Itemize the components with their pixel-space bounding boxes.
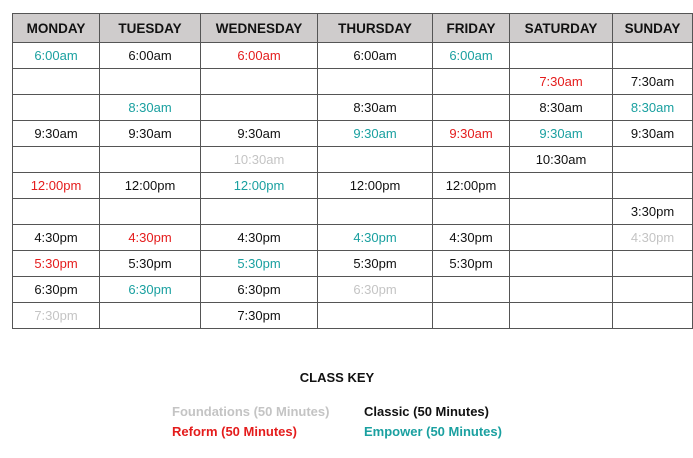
empty-cell [100, 303, 201, 329]
class-time-cell: 7:30pm [13, 303, 100, 329]
class-time-cell: 4:30pm [13, 225, 100, 251]
empty-cell [613, 147, 693, 173]
class-time-cell: 9:30am [13, 121, 100, 147]
class-time-cell: 8:30am [613, 95, 693, 121]
key-foundations: Foundations (50 Minutes) [172, 404, 330, 419]
empty-cell [13, 95, 100, 121]
table-row [13, 173, 693, 199]
empty-cell [510, 173, 613, 199]
class-time-cell: 6:30pm [100, 277, 201, 303]
empty-cell [433, 303, 510, 329]
day-header-monday: MONDAY [13, 14, 100, 43]
class-time-cell: 9:30am [100, 121, 201, 147]
class-time-cell: 4:30pm [100, 225, 201, 251]
schedule-body [13, 43, 693, 329]
table-row [13, 121, 693, 147]
empty-cell [318, 199, 433, 225]
empty-cell [100, 147, 201, 173]
day-header-tuesday: TUESDAY [100, 14, 201, 43]
class-time-cell: 7:30am [510, 69, 613, 95]
class-time-cell: 9:30am [433, 121, 510, 147]
empty-cell [433, 199, 510, 225]
class-time-cell: 5:30pm [433, 251, 510, 277]
table-row [13, 147, 693, 173]
day-header-sunday: SUNDAY [613, 14, 693, 43]
day-header-wednesday: WEDNESDAY [201, 14, 318, 43]
class-time-cell: 12:00pm [201, 173, 318, 199]
class-time-cell: 6:00am [433, 43, 510, 69]
table-row [13, 43, 693, 69]
class-time-cell: 3:30pm [613, 199, 693, 225]
class-time-cell: 5:30pm [13, 251, 100, 277]
empty-cell [13, 199, 100, 225]
class-time-cell: 12:00pm [318, 173, 433, 199]
table-row [13, 69, 693, 95]
class-time-cell: 4:30pm [318, 225, 433, 251]
class-time-cell: 6:30pm [318, 277, 433, 303]
empty-cell [510, 277, 613, 303]
empty-cell [13, 69, 100, 95]
class-time-cell: 5:30pm [100, 251, 201, 277]
key-reform: Reform (50 Minutes) [172, 424, 297, 439]
empty-cell [510, 225, 613, 251]
class-time-cell: 10:30am [201, 147, 318, 173]
class-time-cell: 5:30pm [318, 251, 433, 277]
empty-cell [613, 251, 693, 277]
empty-cell [510, 199, 613, 225]
empty-cell [201, 69, 318, 95]
table-row [13, 251, 693, 277]
empty-cell [318, 147, 433, 173]
class-time-cell: 7:30pm [201, 303, 318, 329]
class-time-cell: 6:30pm [201, 277, 318, 303]
class-time-cell: 9:30am [510, 121, 613, 147]
class-time-cell: 9:30am [613, 121, 693, 147]
table-row [13, 225, 693, 251]
class-time-cell: 10:30am [510, 147, 613, 173]
class-time-cell: 7:30am [613, 69, 693, 95]
class-time-cell: 12:00pm [13, 173, 100, 199]
table-row [13, 95, 693, 121]
schedule-table [12, 13, 693, 329]
class-time-cell: 4:30pm [201, 225, 318, 251]
class-time-cell: 8:30am [100, 95, 201, 121]
empty-cell [433, 147, 510, 173]
key-classic: Classic (50 Minutes) [364, 404, 489, 419]
class-time-cell: 8:30am [510, 95, 613, 121]
empty-cell [613, 173, 693, 199]
empty-cell [433, 95, 510, 121]
empty-cell [100, 69, 201, 95]
empty-cell [613, 277, 693, 303]
class-time-cell: 9:30am [318, 121, 433, 147]
empty-cell [613, 303, 693, 329]
empty-cell [510, 251, 613, 277]
empty-cell [318, 303, 433, 329]
class-time-cell: 6:30pm [13, 277, 100, 303]
class-time-cell: 8:30am [318, 95, 433, 121]
empty-cell [318, 69, 433, 95]
empty-cell [613, 43, 693, 69]
table-row [13, 199, 693, 225]
empty-cell [100, 199, 201, 225]
day-header-saturday: SATURDAY [510, 14, 613, 43]
table-row [13, 277, 693, 303]
empty-cell [510, 303, 613, 329]
table-row [13, 303, 693, 329]
key-empower: Empower (50 Minutes) [364, 424, 502, 439]
class-time-cell: 6:00am [13, 43, 100, 69]
empty-cell [201, 199, 318, 225]
class-time-cell: 4:30pm [613, 225, 693, 251]
empty-cell [433, 277, 510, 303]
class-time-cell: 6:00am [201, 43, 318, 69]
day-header-thursday: THURSDAY [318, 14, 433, 43]
empty-cell [201, 95, 318, 121]
class-time-cell: 6:00am [318, 43, 433, 69]
class-key-title: CLASS KEY [299, 370, 375, 385]
empty-cell [13, 147, 100, 173]
class-time-cell: 6:00am [100, 43, 201, 69]
empty-cell [433, 69, 510, 95]
day-header-friday: FRIDAY [433, 14, 510, 43]
day-header-row [13, 14, 693, 43]
class-time-cell: 12:00pm [100, 173, 201, 199]
class-time-cell: 9:30am [201, 121, 318, 147]
class-time-cell: 4:30pm [433, 225, 510, 251]
class-time-cell: 12:00pm [433, 173, 510, 199]
class-time-cell: 5:30pm [201, 251, 318, 277]
empty-cell [510, 43, 613, 69]
